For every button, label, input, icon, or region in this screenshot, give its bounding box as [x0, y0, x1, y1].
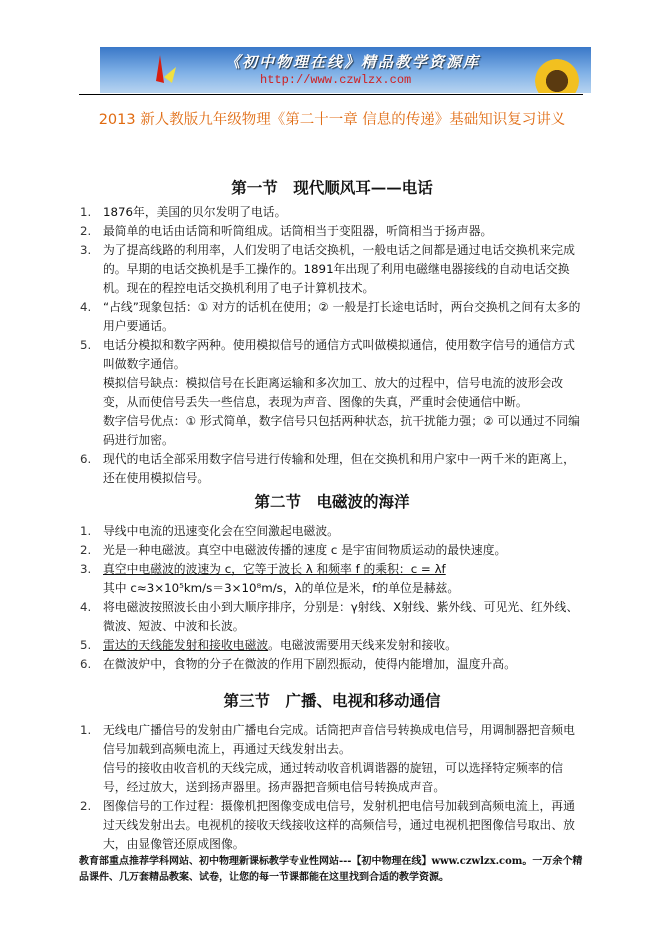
item-body [103, 636, 585, 655]
item-number: 4. [80, 300, 92, 314]
list-item [80, 522, 585, 541]
item-body [103, 655, 585, 674]
item-text: 现代的电话全部采用数字信号进行传输和处理，但在交换机和用户家中一两千米的距离上，还在使用模拟信号。 [103, 452, 575, 485]
item-number: 1. [80, 723, 92, 737]
list-item [80, 797, 585, 854]
item-body [103, 203, 585, 222]
list-item [80, 598, 585, 636]
item-number: 6. [80, 452, 92, 466]
item-text: 将电磁波按照波长由小到大顺序排序，分别是：γ射线、X射线、紫外线、可见光、红外线、微波、短波、中波和长波。 [103, 600, 579, 633]
section-heading: 第三节 广播、电视和移动通信 [223, 691, 441, 710]
item-body [103, 797, 585, 854]
item-text: 无线电广播信号的发射由广播电台完成。话筒把声音信号转换成电信号，用调制器把音频电信号加载到高频电流上，再通过天线发射出去。 [103, 723, 575, 756]
item-text: 图像信号的工作过程：摄像机把图像变成电信号，发射机把电信号加载到高频电流上，再通过天线发射出去。电视机的接收天线接收这样的高频信号，通过电视机把图像信号取出、放大，由显像管还原成图像。 [103, 799, 575, 851]
section-heading: 第二节 电磁波的海洋 [254, 492, 410, 511]
site-banner [100, 47, 591, 93]
section-heading: 第一节 现代顺风耳——电话 [231, 178, 433, 197]
item-number: 1. [80, 524, 92, 538]
item-text: 光是一种电磁波。真空中电磁波传播的速度 c 是宇宙间物质运动的最快速度。 [103, 543, 507, 557]
item-text: 最简单的电话由话筒和听筒组成。话筒相当于变阻器，听筒相当于扬声器。 [103, 224, 493, 238]
list-item [80, 655, 585, 674]
item-number: 5. [80, 638, 92, 652]
list-item [80, 636, 585, 655]
item-text: 模拟信号缺点：模拟信号在长距离运输和多次加工、放大的过程中，信号电流的波形会改变，从而使信号丢失一些信息，表现为声音、图像的失真，严重时会使通信中断。 [103, 376, 564, 409]
list-item [80, 298, 585, 336]
document-title: 2013 新人教版九年级物理《第二十一章 信息的传递》基础知识复习讲义 [98, 112, 566, 128]
section-list [80, 721, 585, 854]
item-number: 5. [80, 338, 92, 352]
list-item [80, 541, 585, 560]
banner-title: 《初中物理在线》精品教学资源库 [225, 53, 481, 71]
item-text: 电话分模拟和数字两种。使用模拟信号的通信方式叫做模拟通信，使用数字信号的通信方式叫做数字通信。 [103, 338, 575, 371]
footer-note: 教育部重点推荐学科网站、初中物理新课标教学专业性网站---【初中物理在线】www.czwlzx.com。一万余个精品课件、几万套精品教案、试卷，让您的每一节课都能在这里找到合适的教学资源。 [79, 856, 583, 883]
item-body [103, 222, 585, 241]
list-item [80, 241, 585, 298]
item-number: 3. [80, 243, 92, 257]
item-body [103, 598, 585, 636]
item-text: “占线”现象包括：① 对方的话机在使用；② 一般是打长途电话时，两台交换机之间有太多的用户要通话。 [103, 300, 581, 333]
banner-url: http://www.czwlzx.com [260, 73, 412, 87]
item-text: 导线中电流的迅速变化会在空间激起电磁波。 [103, 524, 339, 538]
item-body [103, 560, 585, 598]
item-body [103, 721, 585, 797]
item-number: 2. [80, 224, 92, 238]
item-body [103, 336, 585, 450]
item-number: 6. [80, 657, 92, 671]
section-list [80, 522, 585, 674]
list-item [80, 560, 585, 598]
item-number: 1. [80, 205, 92, 219]
underlined-text: 真空中电磁波的波速为 c，它等于波长 λ 和频率 f 的乘积：c = λf [103, 562, 446, 576]
underlined-text: 雷达的天线能发射和接收电磁波 [103, 638, 269, 652]
item-body [103, 522, 585, 541]
list-item [80, 203, 585, 222]
list-item [80, 222, 585, 241]
item-number: 2. [80, 799, 92, 813]
item-number: 2. [80, 543, 92, 557]
site-logo-icon [152, 53, 178, 87]
list-item [80, 721, 585, 797]
item-text: 信号的接收由收音机的天线完成，通过转动收音机调谐器的旋钮，可以选择特定频率的信号，经过放大，送到扬声器里。扬声器把音频电信号转换成声音。 [103, 761, 564, 794]
list-item [80, 336, 585, 450]
item-text: 数字信号优点：① 形式简单，数字信号只包括两种状态，抗干扰能力强；② 可以通过不同编码进行加密。 [103, 414, 580, 447]
item-body [103, 298, 585, 336]
item-body [103, 541, 585, 560]
header-rule [79, 94, 583, 95]
sunflower-image [535, 59, 579, 93]
item-number: 4. [80, 600, 92, 614]
list-item [80, 450, 585, 488]
item-text: 其中 c≈3×10⁵km/s＝3×10⁸m/s，λ的单位是米，f的单位是赫兹。 [103, 581, 460, 595]
item-text: 为了提高线路的利用率，人们发明了电话交换机，一般电话之间都是通过电话交换机来完成的。早期的电话交换机是手工操作的。1891年出现了利用电磁继电器接线的自动电话交换机。现在的程控电话交换机利用了电子计算机技术。 [103, 243, 575, 295]
item-body [103, 450, 585, 488]
section-list [80, 203, 585, 488]
item-text: 。电磁波需要用天线来发射和接收。 [268, 638, 457, 652]
item-body [103, 241, 585, 298]
item-text: 1876年，美国的贝尔发明了电话。 [103, 205, 287, 219]
item-number: 3. [80, 562, 92, 576]
item-text: 在微波炉中，食物的分子在微波的作用下剧烈振动，使得内能增加，温度升高。 [103, 657, 516, 671]
